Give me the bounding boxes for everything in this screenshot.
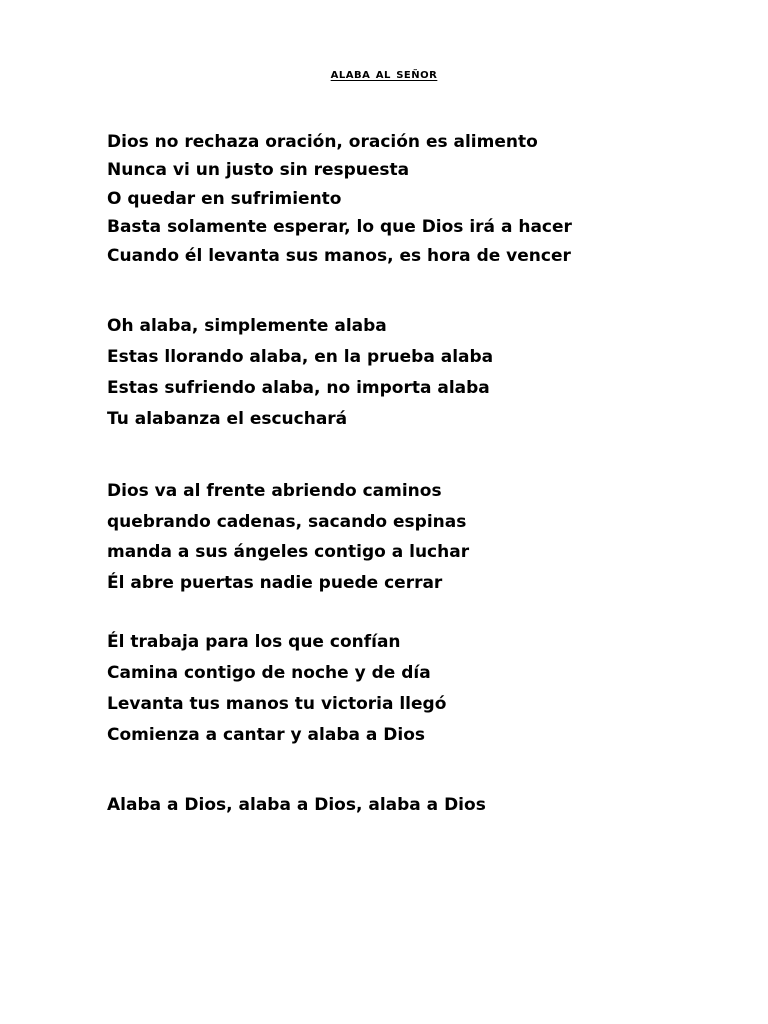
lyric-line: Camina contigo de noche y de día (107, 663, 431, 683)
stanza-5 (107, 790, 727, 821)
lyric-line: Estas llorando alaba, en la prueba alaba (107, 347, 494, 367)
lyric-line: Cuando él levanta sus manos, es hora de vencer (107, 245, 571, 266)
stanza-4 (107, 627, 727, 751)
lyric-line: Basta solamente esperar, lo que Dios irá a hacer (107, 217, 572, 238)
lyric-line: Dios no rechaza oración, oración es alimento (107, 132, 538, 152)
lyric-line: O quedar en sufrimiento (107, 188, 342, 209)
lyric-line: Él abre puertas nadie puede cerrar (107, 572, 443, 593)
stanza-3 (107, 476, 727, 598)
stanza-2 (107, 311, 727, 435)
lyric-line: Él trabaja para los que confían (107, 632, 401, 652)
lyric-line: Alaba a Dios, alaba a Dios, alaba a Dios (107, 795, 486, 815)
lyric-line: Nunca vi un justo sin respuesta (107, 160, 410, 181)
lyric-line: Dios va al frente abriendo caminos (107, 481, 442, 501)
lyric-line: Levanta tus manos tu victoria llegó (107, 694, 447, 714)
lyric-line: Comienza a cantar y alaba a Dios (107, 725, 426, 745)
lyric-line: quebrando cadenas, sacando espinas (107, 511, 467, 532)
stanza-1 (107, 128, 727, 270)
lyric-line: Oh alaba, simplemente alaba (107, 316, 387, 336)
lyric-line: Estas sufriendo alaba, no importa alaba (107, 378, 490, 398)
song-title: alaba al señor (330, 66, 438, 82)
lyric-line: manda a sus ángeles contigo a luchar (107, 542, 470, 562)
lyric-line: Tu alabanza el escuchará (107, 409, 348, 429)
